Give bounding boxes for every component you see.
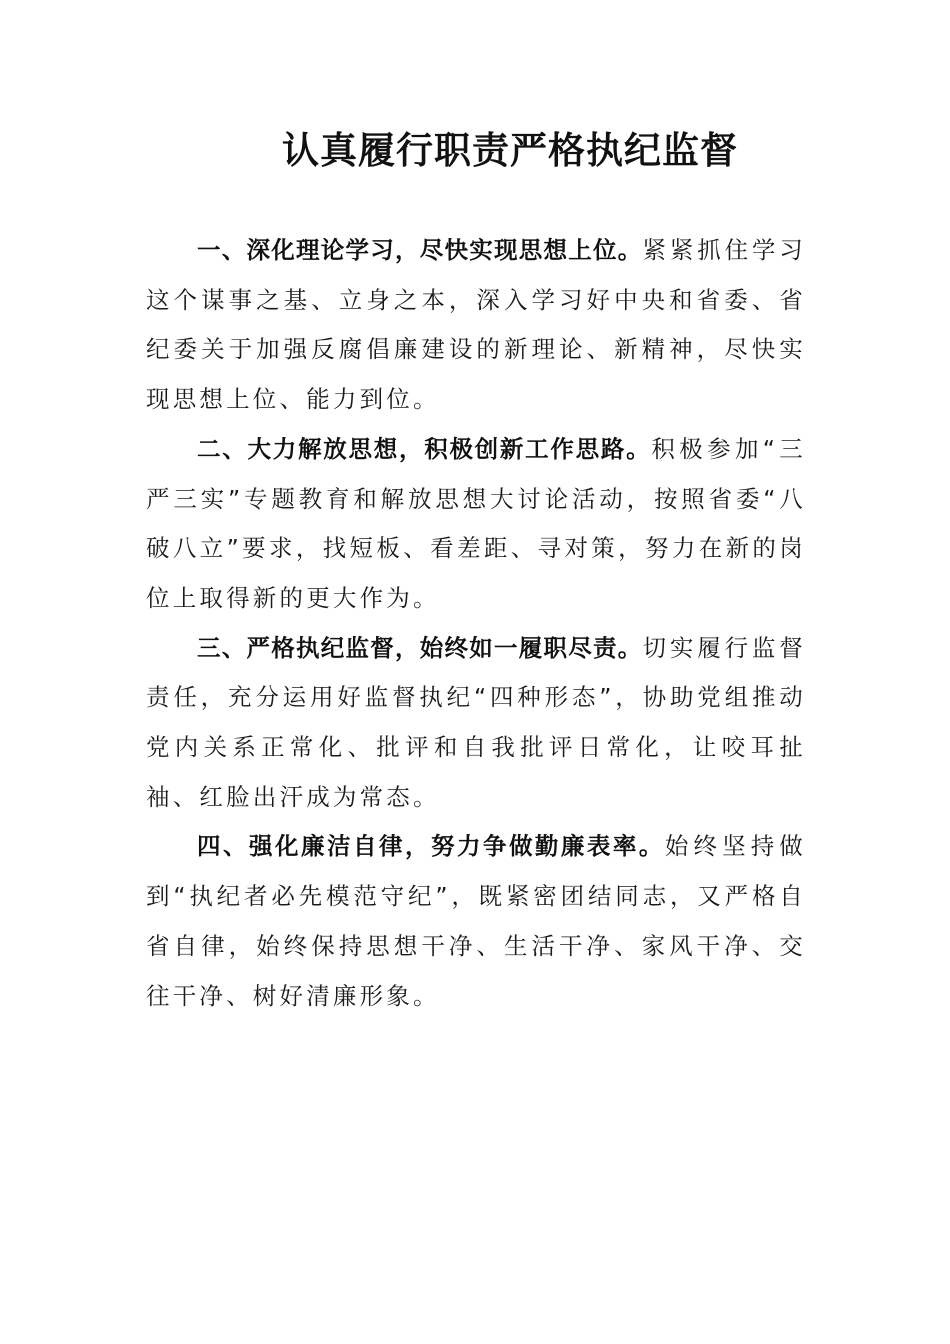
paragraph-3-text: 切实履行监督责任，充分运用好监督执纪“四种形态”，协助党组推动党内关系正常化、批评和自我批评日常化，让咬耳扯袖、红脸出汗成为常态。 (146, 633, 806, 811)
paragraph-4-text: 始终坚持做到“执纪者必先模范守纪”，既紧密团结同志，又严格自省自律，始终保持思想干净、生活干净、家风干净、交往干净、树好清廉形象。 (146, 832, 807, 1010)
paragraph-1 (146, 226, 806, 425)
paragraph-3 (146, 624, 806, 823)
paragraph-1-text: 紧紧抓住学习这个谋事之基、立身之本，深入学习好中央和省委、省纪委关于加强反腐倡廉建设的新理论、新精神，尽快实现思想上位、能力到位。 (146, 236, 806, 414)
document-body (146, 226, 806, 1021)
paragraph-4-heading: 四、强化廉洁自律，努力争做勤廉表率。 (197, 832, 665, 861)
document-title: 认真履行职责严格执纪监督 (282, 128, 738, 172)
paragraph-4 (146, 822, 806, 1021)
paragraph-2-heading: 二、大力解放思想，积极创新工作思路。 (197, 434, 652, 463)
paragraph-2 (146, 425, 806, 624)
paragraph-2-text: 积极参加“三严三实”专题教育和解放思想大讨论活动，按照省委“八破八立”要求，找短板、看差距、寻对策，努力在新的岗位上取得新的更大作为。 (146, 434, 807, 612)
paragraph-1-heading: 一、深化理论学习，尽快实现思想上位。 (197, 236, 643, 264)
paragraph-3-heading: 三、严格执纪监督，始终如一履职尽责。 (197, 633, 643, 662)
